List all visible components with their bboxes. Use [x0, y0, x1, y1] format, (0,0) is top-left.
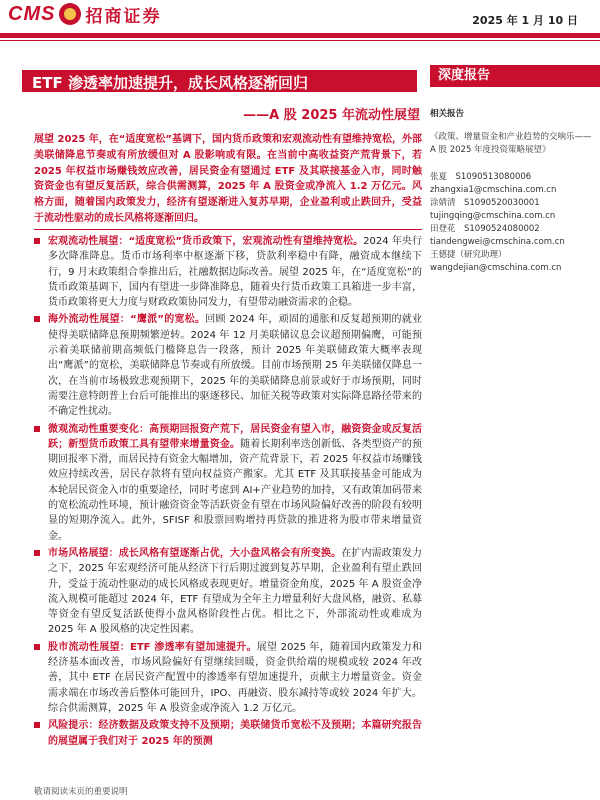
paragraph-overseas-liquidity — [34, 312, 422, 419]
paragraph-text: 展望 2025 年，随着国内政策发力和经济基本面改善，市场风险偏好有望继续回暖，资金供给端的规模或较 2024 年改善，其中 ETF 在居民资产配置中的渗透率有望加速提升，贡献主力增量资金。资金需求端在市场改善后整体可能回升，IPO、再融资、股东减持等或较 2024 年扩大。综合供需测算，2025 年 A 股资金或净流入 1.2 万亿元。 — [48, 641, 422, 714]
bullet-icon — [34, 426, 40, 432]
analyst-4: 王德捷（研究助理） — [430, 250, 507, 260]
analyst-3-email[interactable]: tiandengwei@cmschina.com.cn — [430, 237, 565, 247]
report-type-label: 深度报告 — [430, 65, 600, 87]
paragraph-lead: 宏观流动性展望：“适度宽松”货币政策下，宏观流动性有望维持宽松。 — [48, 236, 364, 247]
report-title-bar — [22, 70, 417, 92]
analyst-2: 涂婧清 S1090520030001 — [430, 198, 540, 208]
paragraph-text: 2024 年央行多次降准降息。货币市场利率中枢逐渐下移，贷款利率稳中有降，融资成本继续下行，9 月末政策组合拳推出后，社融数据边际改善。展望 2025 年，在“适度宽松”的货币政策基调下，国内有望进一步降准降息，随着央行货币政策工具箱进一步丰富，货币政策将更大力度与财政政策协同发力，有望带动融资需求的企稳。 — [48, 236, 422, 309]
analyst-3: 田登花 S1090524080002 — [430, 224, 540, 234]
paragraph-risk-warning — [34, 718, 422, 749]
related-reports-heading: 相关报告 — [430, 109, 465, 119]
analyst-2-email[interactable]: tujingqing@cmschina.com.cn — [430, 211, 556, 221]
analyst-1-email[interactable]: zhangxia1@cmschina.com.cn — [430, 185, 557, 195]
report-body — [34, 234, 422, 751]
logo-cms-text: CMS — [8, 2, 56, 25]
sidebar — [430, 108, 595, 275]
bullet-icon — [34, 316, 40, 322]
bullet-icon — [34, 238, 40, 244]
paragraph-macro-liquidity — [34, 234, 422, 310]
header-rule — [0, 33, 600, 38]
report-date: 2025 年 1 月 10 日 — [472, 14, 578, 27]
analyst-1: 张夏 S1090513080006 — [430, 172, 532, 182]
company-logo — [8, 0, 161, 28]
paragraph-micro-liquidity — [34, 422, 422, 544]
paragraph-text: 回顾 2024 年，顽固的通胀和反复超预期的就业使得美联储降息预期频繁逆转。2024 年 12 月美联储议息会议超预期偏鹰，可能预示着美联储前期高频低门槛降息告一段落，预计 2025 年美联储政策大概率表现出“鹰派”的宽松，美联储降息节奏或有所放缓。目前市场预期 25 年美联储仅降息一次，在当前市场极致悲观预期下，2025 年的美联储降息前景或好于市场预期，同时需要注意特朗普上台后可能推出的驱逐移民、加征关税等政策对实际降息路径带来的不确定性扰动。 — [48, 314, 422, 418]
paragraph-lead: 市场风格展望：成长风格有望逐渐占优，大小盘风格会有所变换。 — [48, 547, 342, 559]
report-title: ETF 渗透率加速提升，成长风格逐渐回归 — [32, 74, 308, 92]
logo-emblem-icon — [59, 3, 81, 25]
footer-disclaimer: 敬请阅读末页的重要说明 — [34, 787, 128, 797]
report-subtitle: ——A 股 2025 年流动性展望 — [243, 108, 420, 123]
paragraph-lead: 股市流动性展望：ETF 渗透率有望加速提升。 — [48, 641, 257, 653]
abstract-divider — [34, 229, 422, 230]
abstract: 展望 2025 年，在“适度宽松”基调下，国内货币政策和宏观流动性有望维持宽松，外部美联储降息节奏或有所放缓但对 A 股影响或有限。在当前中高收益资产荒背景下，若 2025 年权益市场赚钱效应改善，居民资金有望通过 ETF 及其联接基金入市，同时触资资金也有望反复活跃，综合供需测算，2025 年 A 股资金或净流入 1.2 万亿元。风格方面，随着国内政策发力，经济有望逐渐进入复苏早期，企业盈利或止跌回升，受益于流动性驱动的成长风格将逐渐回归。 — [34, 134, 422, 224]
bullet-icon — [34, 644, 40, 650]
paragraph-text: 随着长期利率迭创新低、各类型资产的预期回报率下滑，而居民持有资金大幅增加，资产荒背景下，若 2025 年权益市场赚钱效应持续改善，居民存款将有望向权益资产搬家。尤其 ETF 及其联接基金可能成为本轮居民资金入市的重要途径，同时考虑到 AI+产业趋势的加持，又有政策加码带来的宽松流动性环境，预计融资资金等活跃资金有望在市场风险偏好改善的阶段有较明显的短期净流入。此外，SFISF 和股票回购增持再贷款的推进将为股市带来增量资金。 — [48, 438, 423, 542]
bullet-icon — [34, 722, 40, 728]
logo-cn-text: 招商证券 — [85, 6, 162, 27]
paragraph-market-style — [34, 546, 422, 638]
bullet-icon — [34, 550, 40, 556]
page-header — [0, 0, 600, 44]
paragraph-stock-liquidity — [34, 640, 422, 716]
analyst-4-email[interactable]: wangdejian@cmschina.com.cn — [430, 263, 562, 273]
paragraph-lead: 海外流动性展望：“鹰派”的宽松。 — [48, 314, 206, 326]
paragraph-lead: 风险提示：经济数据及政策支持不及预期；美联储货币宽松不及预期；本篇研究报告的展望属于我们对于 2025 年的预测 — [48, 720, 422, 747]
paragraph-text: 在扩内需政策发力之下，2025 年宏观经济可能从经济下行后期过渡到复苏早期，企业盈利有望止跌回升，受益于流动性驱动的成长风格或表现更好。增量资金角度，2025 年 A 股资金净流入规模可能超过 2024 年，ETF 有望成为全年主力增量利好大盘风格，融资、私募等资金有望反复活跃使得小盘风格阶段性占优。相比之下，外部流动性或难成为 2025 年 A 股风格的决定性因素。 — [48, 547, 423, 636]
paragraph-lead: 微观流动性重要变化：高预期回报资产荒下，居民资金有望入市，融资资金或反复活跃；新型货币政策工具有望带来增量资金。 — [48, 423, 422, 450]
related-report-link[interactable]: 《政策、增量资金和产业趋势的交响乐——A 股 2025 年度投资策略展望》 — [430, 132, 592, 155]
header-rule-thin — [0, 40, 600, 41]
